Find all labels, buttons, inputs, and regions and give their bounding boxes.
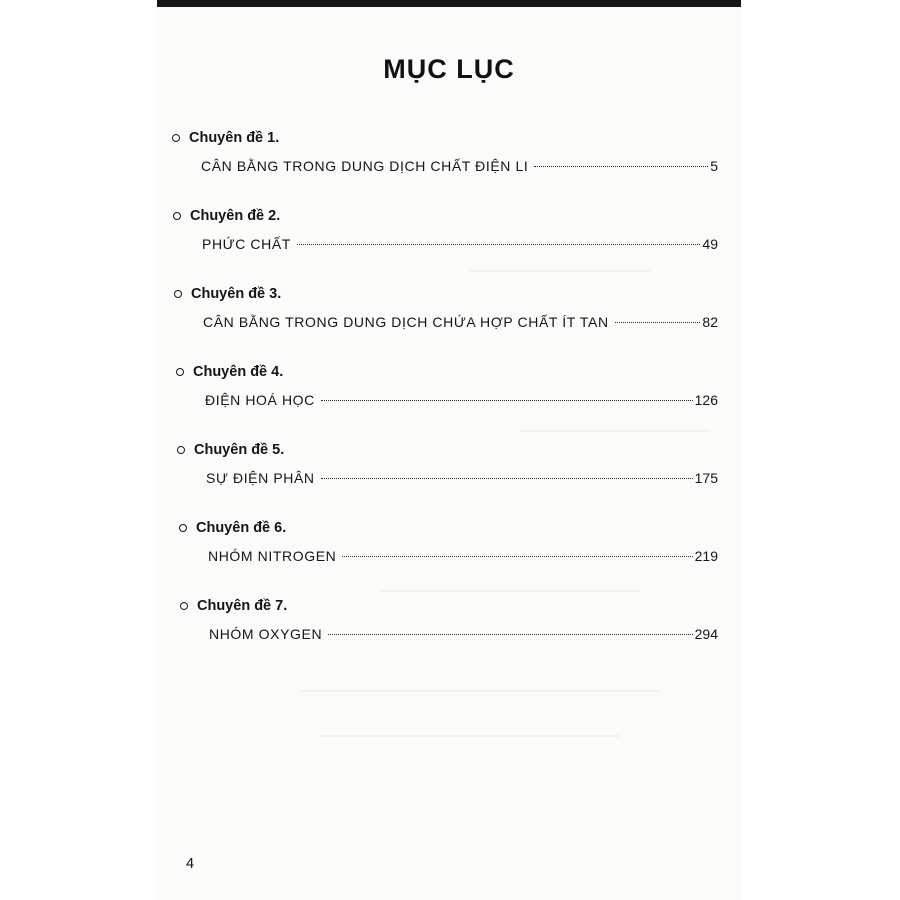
toc-heading: Chuyên đề 7. bbox=[197, 598, 288, 614]
dot-leader bbox=[328, 634, 692, 635]
toc-entry-title: PHỨC CHẤT bbox=[202, 236, 291, 252]
toc-entry bbox=[177, 440, 737, 500]
circle-bullet-icon bbox=[179, 524, 187, 532]
toc-title-row bbox=[206, 470, 718, 486]
dot-leader bbox=[297, 244, 701, 245]
toc-entry bbox=[174, 284, 734, 344]
toc-entry-title: CÂN BẰNG TRONG DUNG DỊCH CHẤT ĐIỆN LI bbox=[201, 158, 529, 174]
toc-heading: Chuyên đề 6. bbox=[196, 520, 287, 536]
toc-heading-row bbox=[176, 362, 283, 382]
circle-bullet-icon bbox=[177, 446, 185, 454]
toc-page-ref: 219 bbox=[694, 548, 718, 564]
toc-heading: Chuyên đề 3. bbox=[191, 286, 282, 302]
toc-entry-title: NHÓM NITROGEN bbox=[208, 548, 337, 564]
circle-bullet-icon bbox=[176, 368, 184, 376]
toc-page-ref: 294 bbox=[694, 626, 718, 642]
dot-leader bbox=[321, 478, 693, 479]
dot-leader bbox=[342, 556, 692, 557]
toc-page-ref: 49 bbox=[702, 236, 718, 252]
toc-title-row bbox=[203, 314, 718, 330]
toc-heading: Chuyên đề 5. bbox=[194, 442, 285, 458]
toc-title-row bbox=[208, 548, 718, 564]
toc-entry bbox=[179, 518, 739, 578]
circle-bullet-icon bbox=[172, 134, 180, 142]
circle-bullet-icon bbox=[174, 290, 182, 298]
circle-bullet-icon bbox=[180, 602, 188, 610]
toc-heading: Chuyên đề 1. bbox=[189, 130, 280, 146]
page-title: MỤC LỤC bbox=[383, 54, 515, 84]
toc-page-ref: 126 bbox=[694, 392, 718, 408]
toc-title-row bbox=[209, 626, 718, 642]
toc-heading-row bbox=[177, 440, 284, 460]
toc-heading: Chuyên đề 2. bbox=[190, 208, 281, 224]
toc-entry-title: ĐIỆN HOÁ HỌC bbox=[205, 392, 315, 408]
toc-heading-row bbox=[180, 596, 287, 616]
dot-leader bbox=[534, 166, 708, 167]
dot-leader bbox=[321, 400, 693, 401]
toc-entry-title: SỰ ĐIỆN PHÂN bbox=[206, 470, 315, 486]
toc-title-row bbox=[205, 392, 718, 408]
toc-page-ref: 82 bbox=[702, 314, 718, 330]
toc-entry-title: CÂN BẰNG TRONG DUNG DỊCH CHỨA HỢP CHẤT ÍT TAN bbox=[203, 314, 609, 330]
toc-heading: Chuyên đề 4. bbox=[193, 364, 284, 380]
circle-bullet-icon bbox=[173, 212, 181, 220]
toc-entry bbox=[172, 128, 732, 188]
toc-entry bbox=[180, 596, 740, 656]
dot-leader bbox=[615, 322, 701, 323]
toc-title-row bbox=[201, 158, 718, 174]
toc-page-ref: 5 bbox=[710, 158, 718, 174]
toc-heading-row bbox=[172, 128, 279, 148]
toc-heading-row bbox=[179, 518, 286, 538]
page-number: 4 bbox=[186, 856, 195, 872]
toc-title-row bbox=[202, 236, 718, 252]
toc-entry-title: NHÓM OXYGEN bbox=[209, 626, 323, 642]
toc-entry bbox=[173, 206, 733, 266]
toc-page-ref: 175 bbox=[694, 470, 718, 486]
toc-entry bbox=[176, 362, 736, 422]
toc-heading-row bbox=[173, 206, 280, 226]
toc-heading-row bbox=[174, 284, 281, 304]
